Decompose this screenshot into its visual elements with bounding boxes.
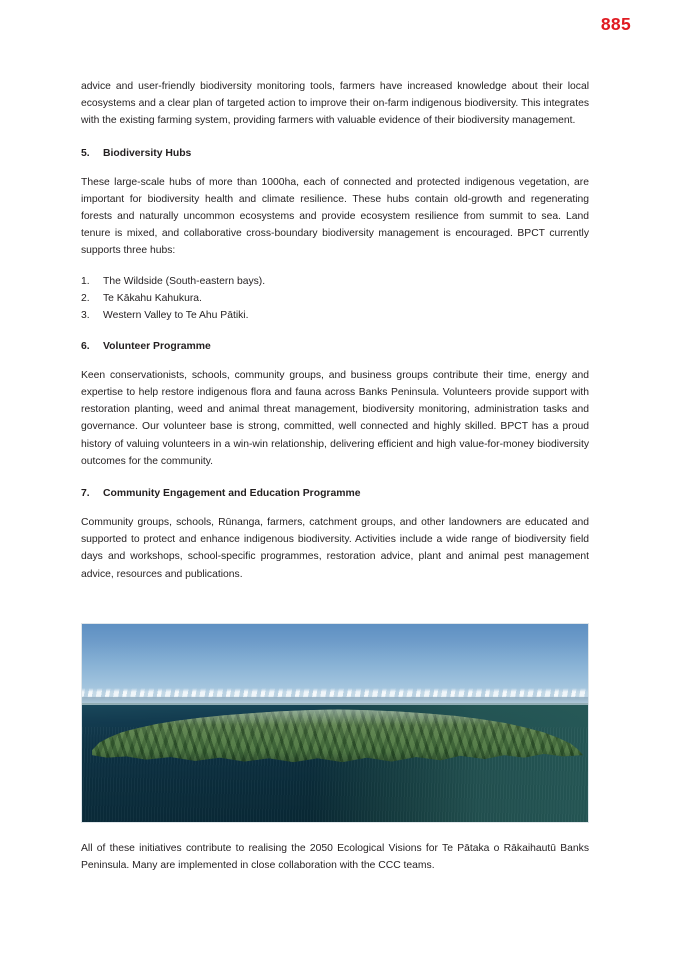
spacer (81, 470, 589, 486)
spacer (81, 325, 589, 339)
list-item-label: Western Valley to Te Ahu Pātiki. (103, 310, 249, 322)
section-title: Community Engagement and Education Programme (103, 488, 361, 500)
section-heading-5 (81, 146, 589, 161)
section-number: 5. (81, 147, 90, 159)
page-number: 885 (600, 14, 631, 34)
section-title: Biodiversity Hubs (103, 147, 192, 159)
section-6-paragraph: Keen conservationists, schools, community groups, and business groups contribute their time, energy and expertise to help restore indigenous flora and fauna across Banks Peninsula. Volunteers provide support with restoration planting, weed and animal threat management, biodiversity monitoring, administration tasks and governance. Our volunteer base is strong, committed, well connected and highly skilled. BPCT has a proud history of valuing volunteers in a win-win relationship, delivering efficient and high value-for-money biodiversity outcomes for the community. (81, 369, 589, 467)
section-title: Volunteer Programme (103, 340, 211, 352)
photo-canvas (82, 624, 588, 822)
document-body (81, 78, 589, 583)
list-item (81, 290, 589, 307)
section-heading-6 (81, 339, 589, 354)
section-number: 6. (81, 340, 90, 352)
spacer (81, 501, 589, 514)
aerial-photo-banks-peninsula (81, 623, 589, 823)
list-item-number: 3. (81, 310, 90, 322)
spacer (81, 161, 589, 174)
biodiversity-hubs-list (81, 273, 589, 325)
spacer (81, 260, 589, 273)
spacer (81, 130, 589, 146)
closing-section (81, 840, 589, 874)
intro-paragraph: advice and user-friendly biodiversity monitoring tools, farmers have increased knowledge about their local ecosystems and a clear plan of targeted action to improve their on-farm indigenous biodiversity. This integrates with the existing farming system, providing farmers with valuable evidence of their biodiversity management. (81, 81, 589, 127)
section-5-paragraph: These large-scale hubs of more than 1000ha, each of connected and protected indigenous vegetation, are important for biodiversity health and climate resilience. These hubs contain old-growth and regenerating forests and naturally uncommon ecosystems and provide ecosystem resilience from summit to sea. Land tenure is mixed, and collaborative cross-boundary biodiversity management is encouraged. BPCT currently supports three hubs: (81, 176, 589, 257)
section-number: 7. (81, 488, 90, 500)
closing-paragraph: All of these initiatives contribute to realising the 2050 Ecological Visions for Te Pātaka o Rākaihautū Banks Peninsula. Many are implemented in close collaboration with the CCC teams. (81, 843, 589, 872)
list-item-number: 1. (81, 275, 90, 287)
list-item-label: The Wildside (South-eastern bays). (103, 275, 266, 287)
section-7-paragraph: Community groups, schools, Rūnanga, farmers, catchment groups, and other landowners are educated and supported to protect and enhance indigenous biodiversity. Activities include a wide range of biodiversity field days and workshops, school-specific programmes, restoration advice, plant and animal pest management advice, resources and publications. (81, 517, 589, 580)
list-item-label: Te Kākahu Kahukura. (103, 293, 202, 305)
list-item (81, 273, 589, 290)
list-item (81, 307, 589, 324)
list-item-number: 2. (81, 293, 90, 305)
section-heading-7 (81, 486, 589, 501)
spacer (81, 354, 589, 367)
